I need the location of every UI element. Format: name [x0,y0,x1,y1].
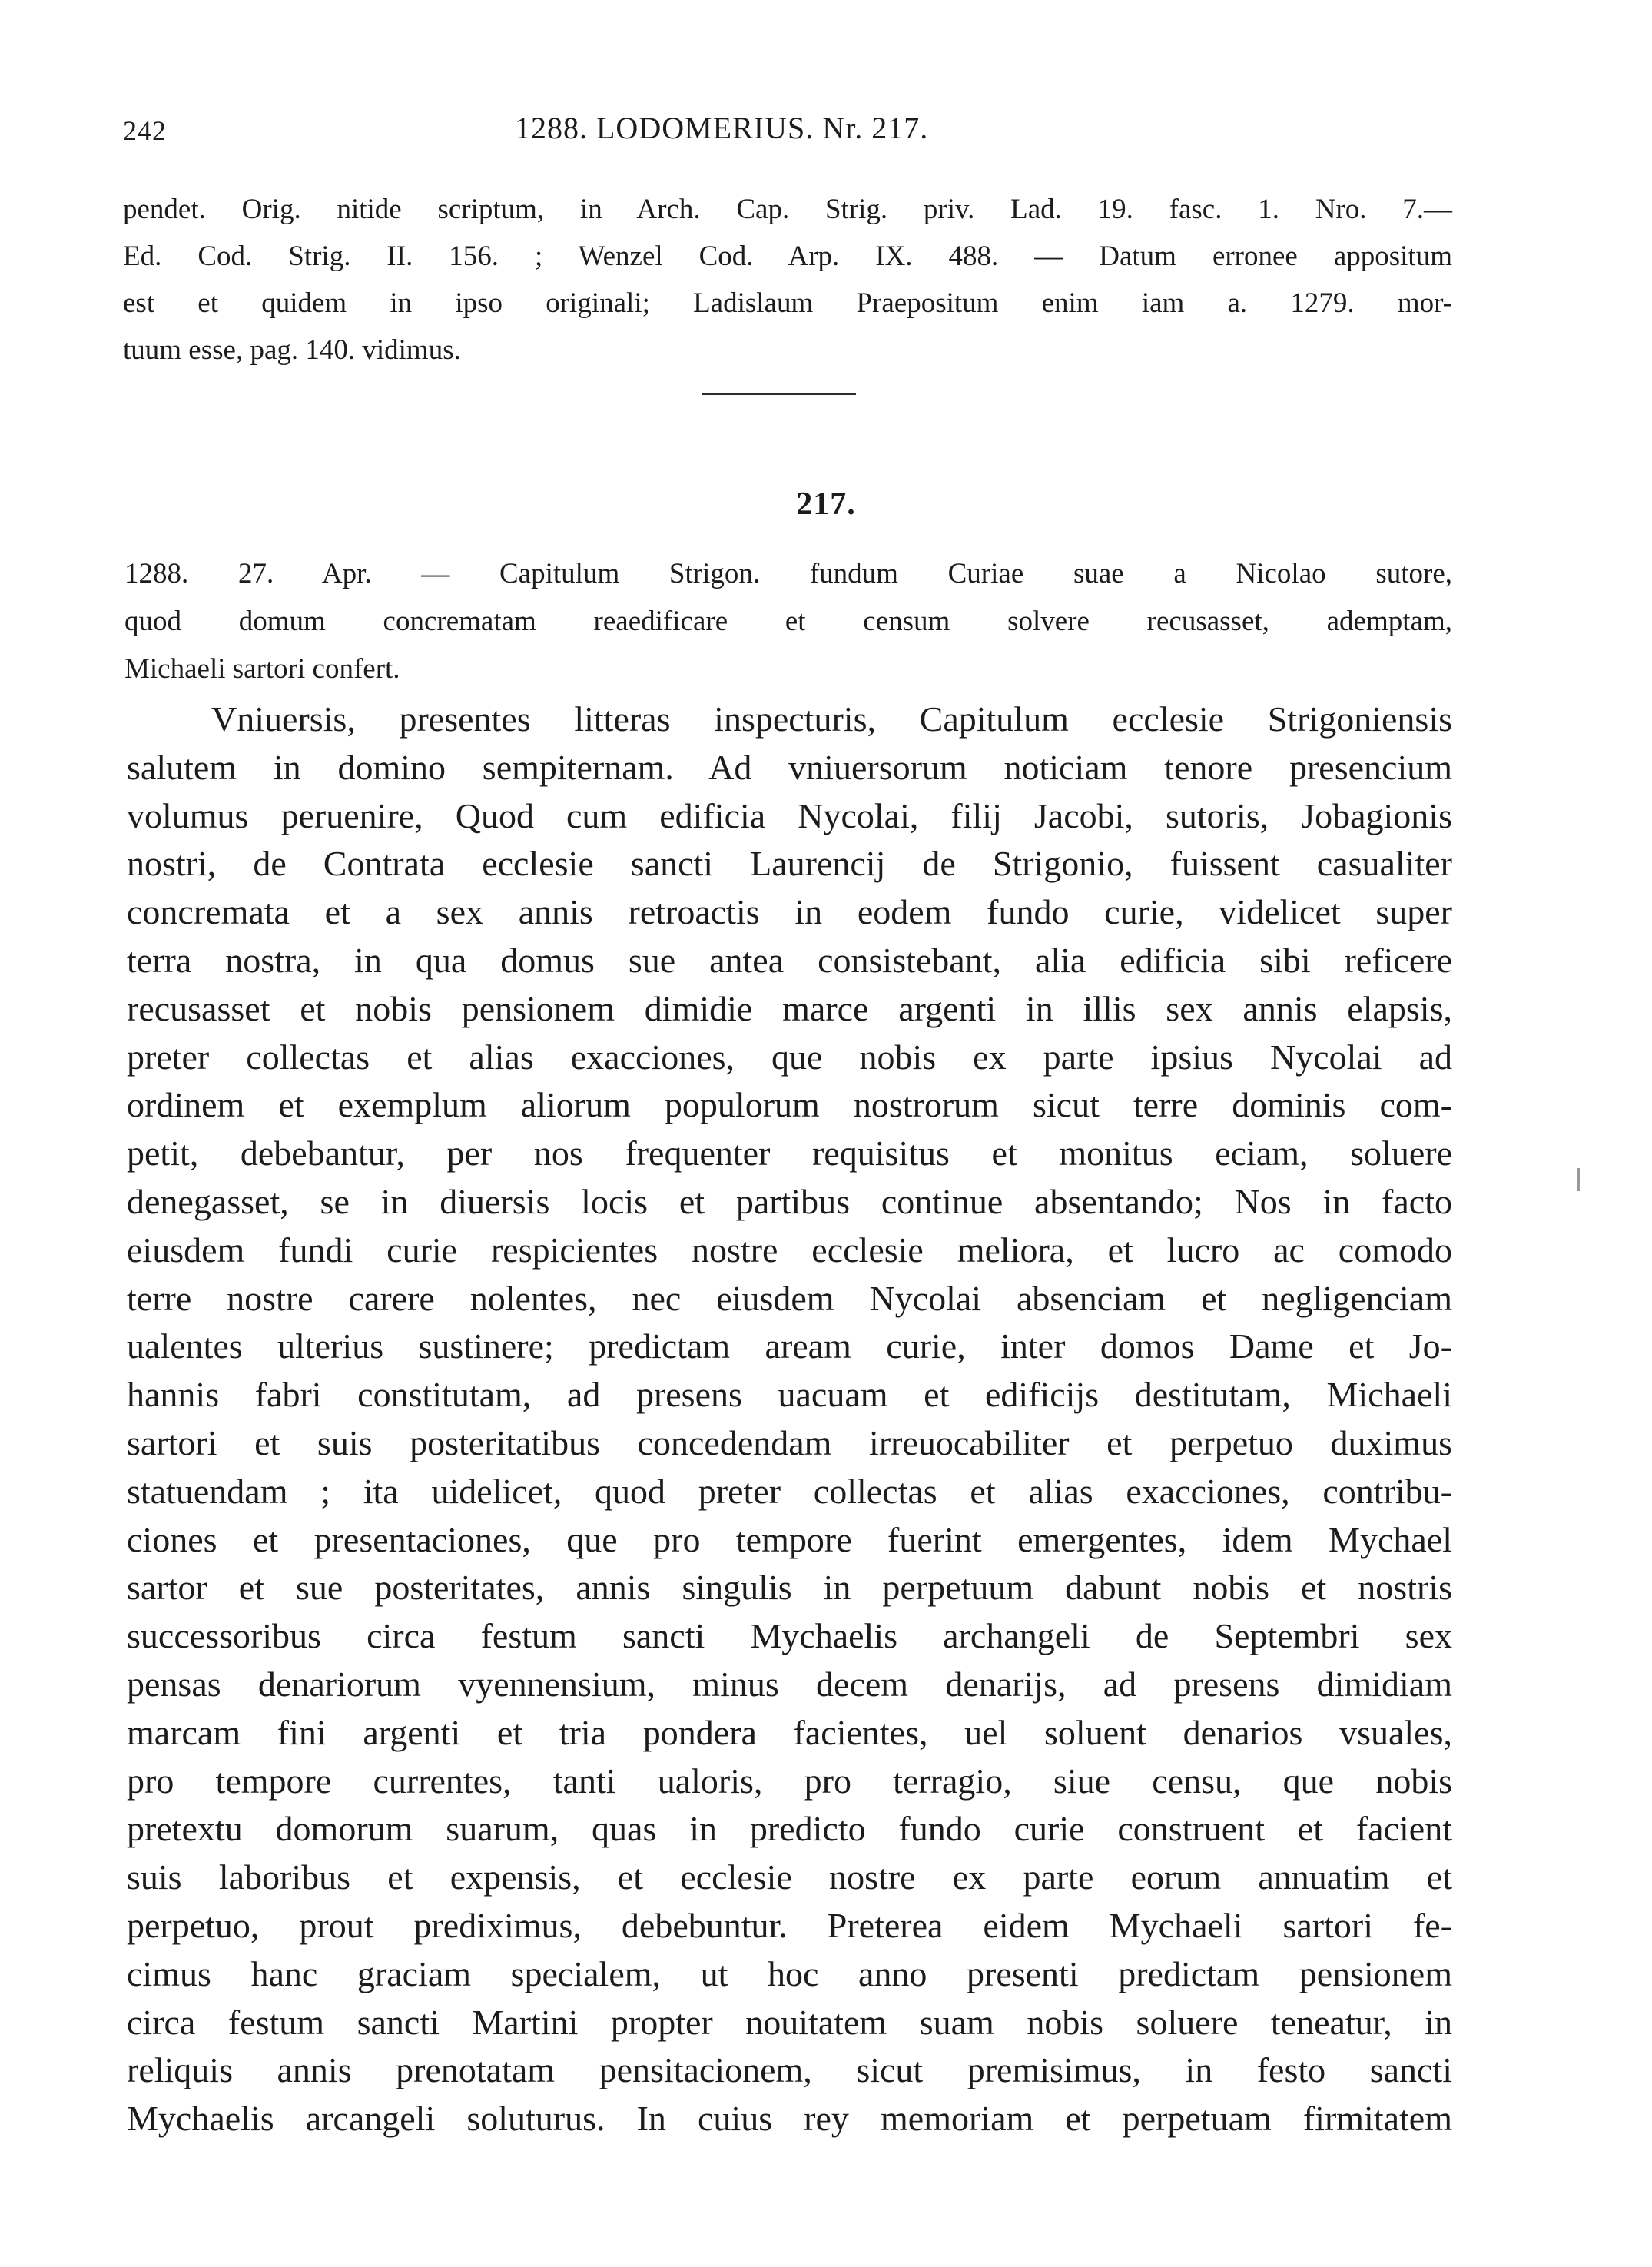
text-line: ciones et presentaciones, que pro tempore fuerint emergentes, idem Mychael [127,1519,1452,1559]
source-note-line: pendet. Orig. nitide scriptum, in Arch. Cap. Strig. priv. Lad. 19. fasc. 1. Nro. 7.— [123,194,1452,225]
source-note [123,186,1452,373]
text-line: salutem in domino sempiternam. Ad vniuersorum noticiam tenore presencium [127,747,1452,787]
source-note-line: Ed. Cod. Strig. II. 156. ; Wenzel Cod. Arp. IX. 488. — Datum erronee appositum [123,241,1452,272]
page-number: 242 [123,115,167,146]
text-line: eiusdem fundi curie respicientes nostre ecclesie meliora, et lucro ac comodo [127,1230,1452,1270]
text-line: concremata et a sex annis retroactis in eodem fundo curie, videlicet super [127,892,1452,932]
text-line: cimus hanc graciam specialem, ut hoc anno presenti predictam pensionem [127,1953,1452,1993]
text-line: preter collectas et alias exacciones, que nobis ex parte ipsius Nycolai ad [127,1037,1452,1077]
text-line: suis laboribus et expensis, et ecclesie nostre ex parte eorum annuatim et [127,1857,1452,1897]
text-line: terra nostra, in qua domus sue antea consistebant, alia edificia sibi reficere [127,940,1452,980]
text-line: petit, debebantur, per nos frequenter requisitus et monitus eciam, soluere [127,1134,1452,1173]
charter-text [127,695,1452,2143]
regest-line: 1288. 27. Apr. — Capitulum Strigon. fundum Curiae suae a Nicolao sutore, [124,558,1452,589]
running-head [123,110,1537,156]
regest-line: Michaeli sartori confert. [124,653,400,685]
text-line: volumus peruenire, Quod cum edificia Nycolai, filij Jacobi, sutoris, Jobagionis [127,795,1452,835]
text-line: pro tempore currentes, tanti ualoris, pro terragio, siue censu, que nobis [127,1761,1452,1801]
text-line: ordinem et exemplum aliorum populorum nostrorum sicut terre dominis com- [127,1085,1452,1125]
text-line: sartori et suis posteritatibus concedendam irreuocabiliter et perpetuo duximus [127,1422,1452,1462]
text-line: sartor et sue posteritates, annis singulis in perpetuum dabunt nobis et nostris [127,1568,1452,1608]
source-note-line: est et quidem in ipso originali; Ladislaum Praepositum enim iam a. 1279. mor- [123,287,1452,319]
text-line: pensas denariorum vyennensium, minus decem denarijs, ad presens dimidiam [127,1664,1452,1704]
text-line: successoribus circa festum sancti Mychaelis archangeli de Septembri sex [127,1616,1452,1656]
margin-mark [1577,1168,1580,1191]
text-line: hannis fabri constitutam, ad presens uacuam et edificijs destitutam, Michaeli [127,1375,1452,1415]
regest-line: quod domum concrematam reaedificare et censum solvere recusasset, ademptam, [124,606,1452,637]
text-line: terre nostre carere nolentes, nec eiusdem Nycolai absenciam et negligenciam [127,1278,1452,1318]
text-line: pretextu domorum suarum, quas in predicto fundo curie construent et facient [127,1809,1452,1849]
text-line: circa festum sancti Martini propter nouitatem suam nobis soluere teneatur, in [127,2002,1452,2042]
section-divider [702,393,856,395]
text-line: denegasset, se in diuersis locis et partibus continue absentando; Nos in facto [127,1181,1452,1221]
text-line: reliquis annis prenotatam pensitacionem, sicut premisimus, in festo sancti [127,2050,1452,2090]
text-line: recusasset et nobis pensionem dimidie marce argenti in illis sex annis elapsis, [127,988,1452,1028]
text-line: Vniuersis, presentes litteras inspecturis, Capitulum ecclesie Strigoniensis [211,699,1452,739]
source-note-line: tuum esse, pag. 140. vidimus. [123,334,461,366]
document-regest [124,550,1452,693]
text-line: ualentes ulterius sustinere; predictam aream curie, inter domos Dame et Jo- [127,1326,1452,1366]
text-line: marcam fini argenti et tria pondera facientes, uel soluent denarios vsuales, [127,1712,1452,1752]
text-line: statuendam ; ita uidelicet, quod preter collectas et alias exacciones, contribu- [127,1471,1452,1511]
document-number: 217. [796,486,856,522]
running-head-title: 1288. LODOMERIUS. Nr. 217. [515,111,929,145]
text-line: Mychaelis arcangeli soluturus. In cuius rey memoriam et perpetuam firmitatem [127,2099,1452,2139]
text-line: perpetuo, prout prediximus, debebuntur. Preterea eidem Mychaeli sartori fe- [127,1905,1452,1945]
text-line: nostri, de Contrata ecclesie sancti Laurencij de Strigonio, fuissent casualiter [127,844,1452,884]
